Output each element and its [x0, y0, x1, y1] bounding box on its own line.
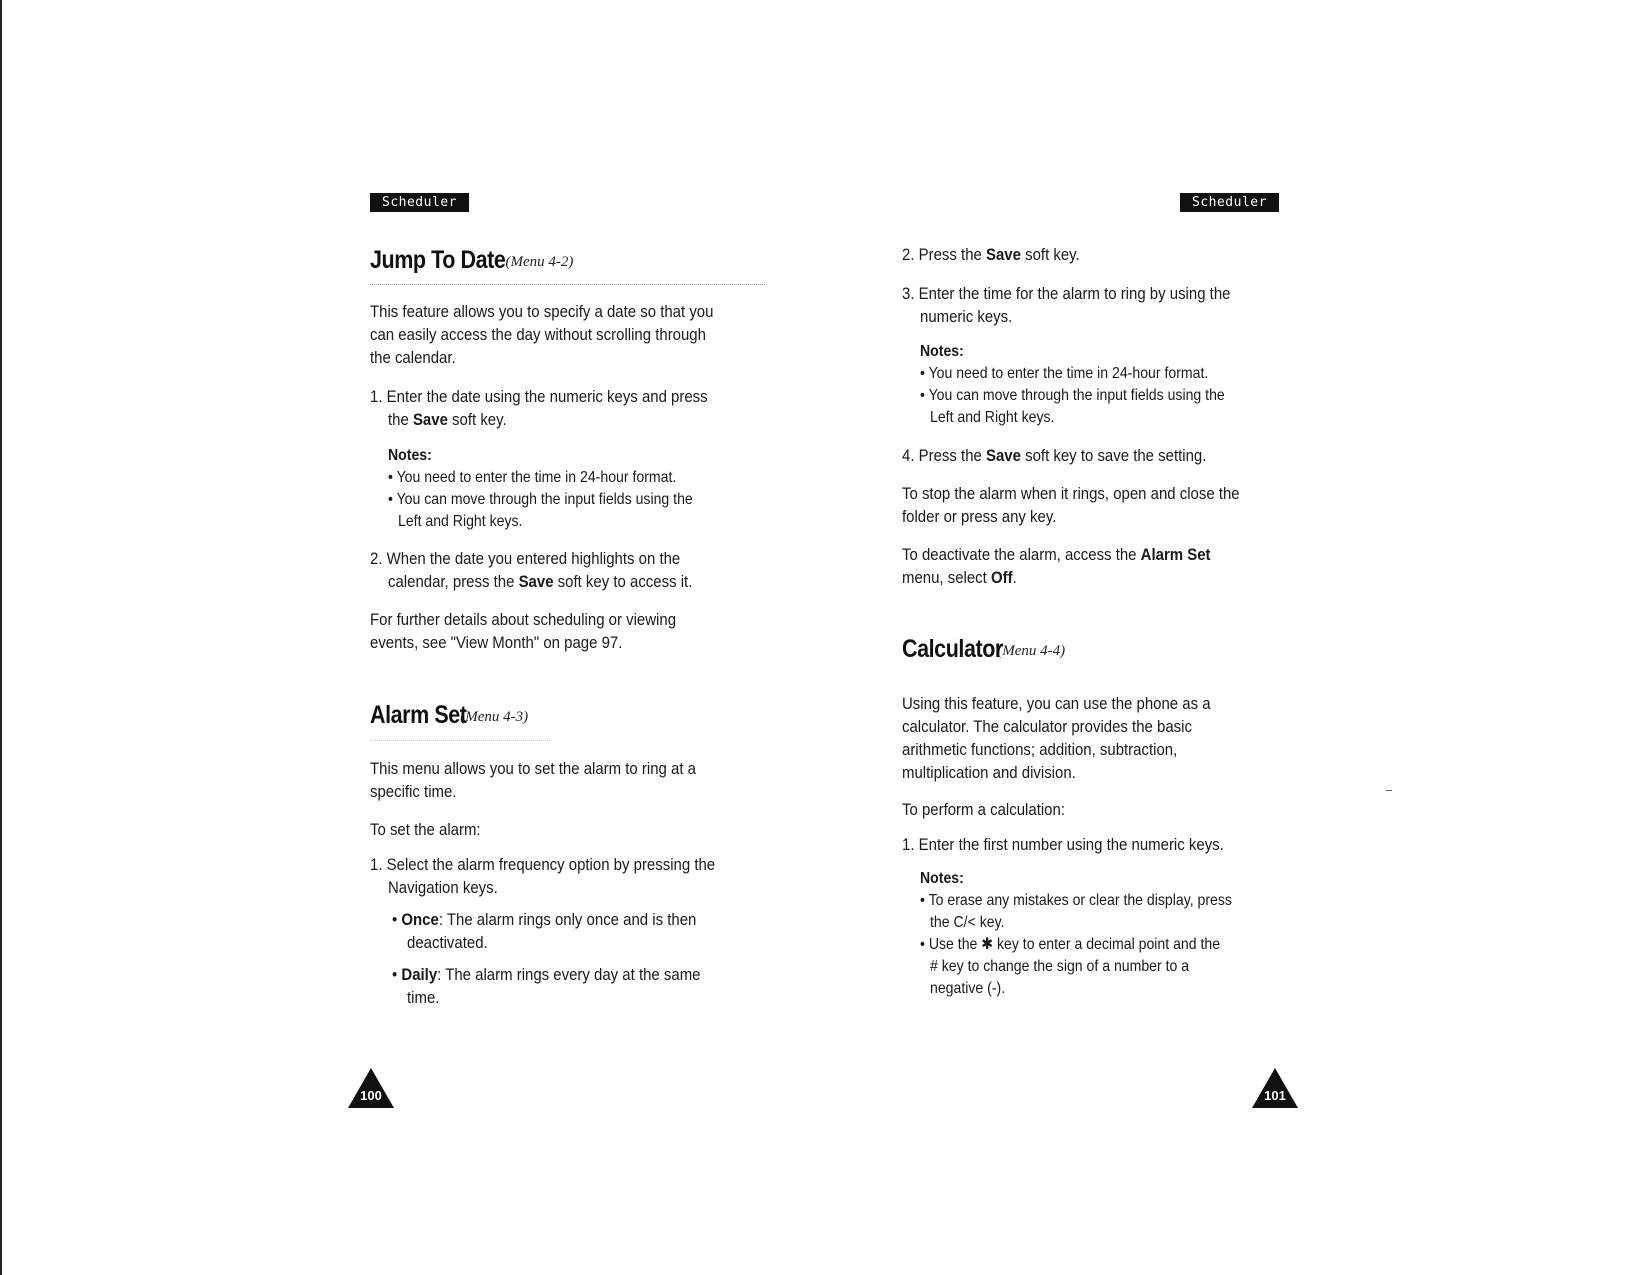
step-number: 1.: [902, 835, 915, 854]
step-number: 1.: [370, 855, 383, 874]
step-text: Enter the date using the numeric keys and press: [386, 387, 708, 406]
once-option: [392, 908, 696, 932]
section-tab: Scheduler: [370, 193, 469, 212]
off-label: Off: [990, 568, 1013, 587]
notes-heading: Notes:: [388, 447, 432, 464]
deactivate-text: .: [1012, 568, 1017, 587]
note-item: Left and Right keys.: [930, 409, 1055, 426]
step-text: Press the: [918, 446, 987, 465]
save-key-label: Save: [518, 572, 554, 591]
save-key-label: Save: [986, 245, 1021, 264]
alarm-step-3: [902, 282, 1230, 306]
calculator-intro-line: arithmetic functions; addition, subtraction,: [902, 740, 1178, 759]
step-number: 4.: [902, 446, 915, 465]
alarm-step-1: [370, 853, 715, 877]
step-text: Press the: [918, 245, 987, 264]
option-label: Daily: [401, 965, 438, 984]
heading-rule: [370, 740, 550, 741]
calculator-menu-ref: (Menu 4-4): [997, 643, 1066, 659]
option-label: Once: [401, 910, 439, 929]
page-number: 101: [1264, 1088, 1286, 1103]
calculator-step-1: [902, 833, 1224, 857]
option-text: : The alarm rings every day at the same: [437, 965, 701, 984]
section-tab: Scheduler: [1180, 193, 1279, 212]
option-text: time.: [407, 988, 440, 1007]
step-text: When the date you entered highlights on the: [386, 549, 681, 568]
jump-to-date-menu-ref: (Menu 4-2): [505, 254, 574, 270]
calculator-intro-line: multiplication and division.: [902, 763, 1076, 782]
further-details-line: events, see "View Month" on page 97.: [370, 633, 623, 652]
notes-heading: Notes:: [920, 870, 964, 887]
note-item: negative (-).: [930, 980, 1006, 997]
note-item: • You need to enter the time in 24-hour format.: [920, 365, 1209, 382]
step-text: soft key.: [1020, 245, 1080, 264]
note-item: • To erase any mistakes or clear the display, press: [920, 892, 1232, 909]
jump-to-date-heading: [370, 246, 573, 275]
save-key-label: Save: [412, 410, 448, 429]
jump-intro-line: the calendar.: [370, 348, 456, 367]
save-key-label: Save: [986, 446, 1021, 465]
note-item: # key to change the sign of a number to a: [930, 958, 1190, 975]
jump-intro-line: can easily access the day without scrolling through: [370, 325, 706, 344]
bullet-dot: •: [392, 965, 398, 984]
step-text: Navigation keys.: [388, 878, 498, 897]
note-item: • You need to enter the time in 24-hour format.: [388, 469, 677, 486]
step-number: 3.: [902, 284, 915, 303]
step-text: calendar, press the: [388, 572, 519, 591]
note-item: Left and Right keys.: [398, 513, 523, 530]
scan-speck: [1386, 790, 1392, 791]
jump-step-2: [370, 547, 680, 571]
deactivate-line: [902, 543, 1211, 567]
note-item: • You can move through the input fields using the: [388, 491, 693, 508]
note-item: • Use the ✱ key to enter a decimal point and the: [920, 936, 1221, 953]
alarm-step-2: [902, 243, 1080, 267]
jump-step-1: [370, 385, 708, 409]
step-text: the: [388, 410, 413, 429]
calculator-intro-line: Using this feature, you can use the phone as a: [902, 694, 1211, 713]
step-number: 2.: [370, 549, 383, 568]
calculator-intro-line: calculator. The calculator provides the basic: [902, 717, 1192, 736]
alarm-set-heading: [370, 701, 528, 730]
deactivate-line: [902, 566, 1017, 590]
scan-edge-line: [0, 0, 2, 1275]
alarm-set-title: Alarm Set: [370, 701, 467, 729]
step-text: soft key to access it.: [553, 572, 693, 591]
alarm-step-4: [902, 444, 1206, 468]
option-text: deactivated.: [407, 933, 488, 952]
option-text: : The alarm rings only once and is then: [438, 910, 697, 929]
further-details-line: For further details about scheduling or viewing: [370, 610, 677, 629]
calculator-heading: [902, 635, 1065, 664]
stop-alarm-line: folder or press any key.: [902, 507, 1057, 526]
deactivate-text: menu, select: [902, 568, 991, 587]
note-item: • You can move through the input fields using the: [920, 387, 1225, 404]
step-text: numeric keys.: [920, 307, 1013, 326]
jump-to-date-title: Jump To Date: [370, 246, 506, 274]
alarm-intro-line: This menu allows you to set the alarm to ring at a: [370, 759, 696, 778]
deactivate-text: To deactivate the alarm, access the: [902, 545, 1141, 564]
notes-heading: Notes:: [920, 343, 964, 360]
to-set-alarm: To set the alarm:: [370, 820, 481, 839]
note-item: the C/< key.: [930, 914, 1005, 931]
step-text: soft key to save the setting.: [1020, 446, 1207, 465]
alarm-intro-line: specific time.: [370, 782, 457, 801]
bullet-dot: •: [392, 910, 398, 929]
step-number: 2.: [902, 245, 915, 264]
calculator-title: Calculator: [902, 635, 1003, 663]
alarm-set-menu-ref: (Menu 4-3): [460, 709, 529, 725]
step-text: Enter the time for the alarm to ring by using the: [918, 284, 1231, 303]
step-text: soft key.: [447, 410, 507, 429]
to-perform-calculation: To perform a calculation:: [902, 800, 1065, 819]
step-text: Enter the first number using the numeric keys.: [918, 835, 1224, 854]
daily-option: [392, 963, 700, 987]
jump-step-2-cont: [388, 570, 692, 594]
jump-intro-line: This feature allows you to specify a date so that you: [370, 302, 714, 321]
jump-step-1-cont: [388, 408, 507, 432]
stop-alarm-line: To stop the alarm when it rings, open and close the: [902, 484, 1240, 503]
heading-rule: [370, 284, 765, 285]
step-text: Select the alarm frequency option by pressing the: [386, 855, 716, 874]
page-number: 100: [360, 1088, 382, 1103]
step-number: 1.: [370, 387, 383, 406]
alarm-set-label: Alarm Set: [1140, 545, 1211, 564]
